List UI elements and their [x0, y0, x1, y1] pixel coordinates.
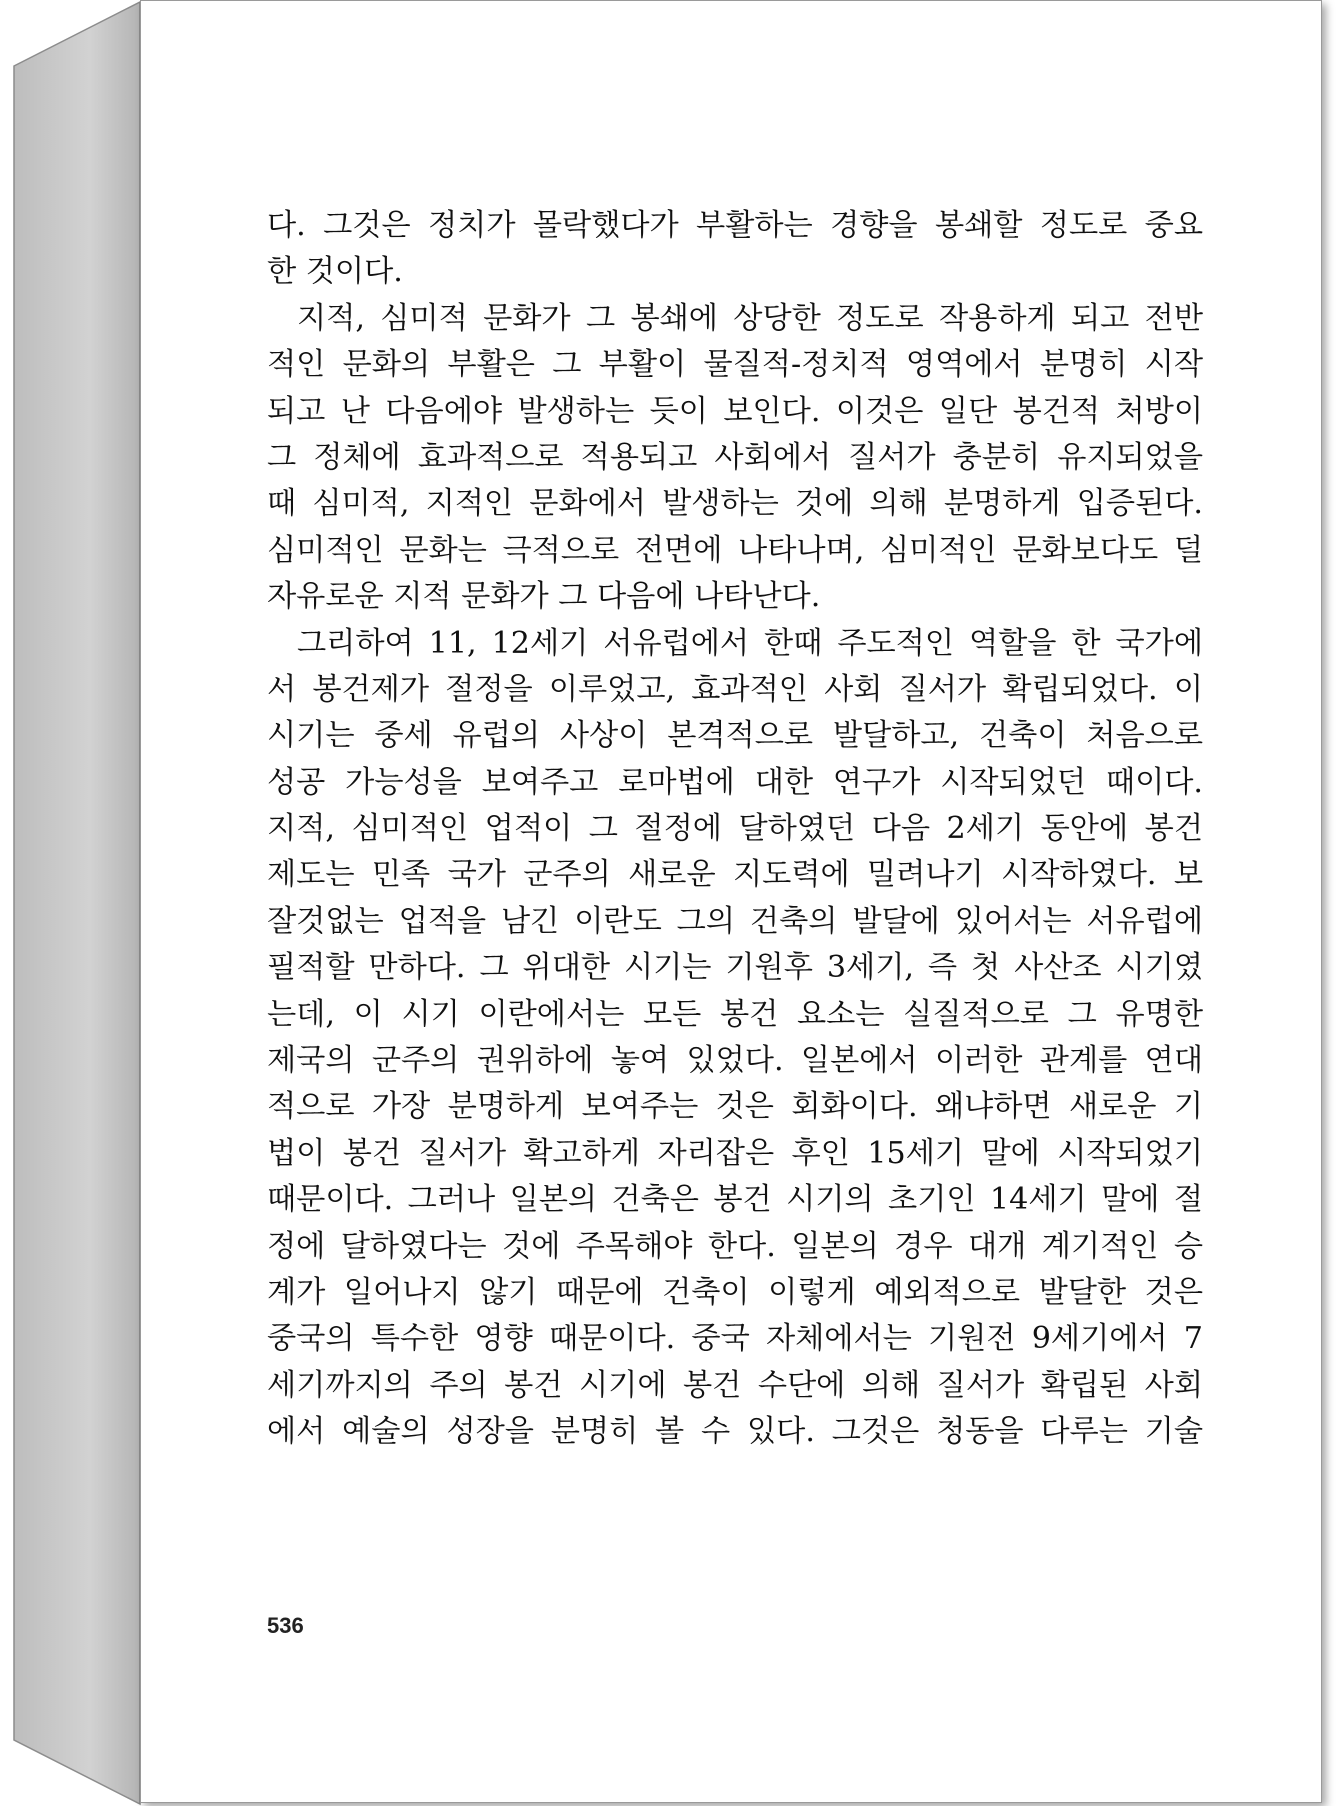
text-line: 서 봉건제가 절정을 이루었고, 효과적인 사회 질서가 확립되었다. 이	[267, 671, 1203, 707]
text-line: 정에 달하였다는 것에 주목해야 한다. 일본의 경우 대개 계기적인 승	[267, 1228, 1203, 1264]
text-line: 계가 일어나지 않기 때문에 건축이 이렇게 예외적으로 발달한 것은	[267, 1274, 1203, 1310]
text-line: 때문이다. 그러나 일본의 건축은 봉건 시기의 초기인 14세기 말에 절	[267, 1182, 1203, 1218]
text-line: 그 정체에 효과적으로 적용되고 사회에서 질서가 충분히 유지되었을	[267, 439, 1203, 475]
text-line: 때 심미적, 지적인 문화에서 발생하는 것에 의해 분명하게 입증된다.	[267, 486, 1203, 522]
text-line: 는데, 이 시기 이란에서는 모든 봉건 요소는 실질적으로 그 유명한	[267, 996, 1203, 1032]
text-line: 한 것이다.	[267, 254, 403, 290]
text-line: 잘것없는 업적을 남긴 이란도 그의 건축의 발달에 있어서는 서유럽에	[267, 903, 1203, 939]
text-line: 자유로운 지적 문화가 그 다음에 나타난다.	[267, 579, 821, 615]
text-line: 제도는 민족 국가 군주의 새로운 지도력에 밀려나기 시작하였다. 보	[267, 857, 1203, 893]
text-line: 필적할 만하다. 그 위대한 시기는 기원후 3세기, 즉 첫 사산조 시기였	[267, 950, 1203, 986]
text-line: 세기까지의 주의 봉건 시기에 봉건 수단에 의해 질서가 확립된 사회	[267, 1367, 1203, 1403]
page-number: 536	[267, 1613, 304, 1638]
text-line: 그리하여 11, 12세기 서유럽에서 한때 주도적인 역할을 한 국가에	[297, 625, 1203, 661]
text-line: 에서 예술의 성장을 분명히 볼 수 있다. 그것은 청동을 다루는 기술	[267, 1414, 1203, 1450]
text-line: 심미적인 문화는 극적으로 전면에 나타나며, 심미적인 문화보다도 덜	[267, 532, 1203, 568]
text-line: 지적, 심미적 문화가 그 봉쇄에 상당한 정도로 작용하게 되고 전반	[297, 300, 1203, 336]
text-line: 시기는 중세 유럽의 사상이 본격적으로 발달하고, 건축이 처음으로	[267, 718, 1203, 754]
body-text	[267, 203, 1203, 1456]
text-line: 적으로 가장 분명하게 보여주는 것은 회화이다. 왜냐하면 새로운 기	[267, 1089, 1203, 1125]
text-line: 되고 난 다음에야 발생하는 듯이 보인다. 이것은 일단 봉건적 처방이	[267, 393, 1203, 429]
text-line: 성공 가능성을 보여주고 로마법에 대한 연구가 시작되었던 때이다.	[267, 764, 1203, 800]
text-line: 중국의 특수한 영향 때문이다. 중국 자체에서는 기원전 9세기에서 7	[267, 1321, 1203, 1357]
text-line: 지적, 심미적인 업적이 그 절정에 달하였던 다음 2세기 동안에 봉건	[267, 811, 1203, 847]
text-line: 제국의 군주의 권위하에 놓여 있었다. 일본에서 이러한 관계를 연대	[267, 1043, 1203, 1079]
book-page	[140, 0, 1322, 1803]
text-line: 다. 그것은 정치가 몰락했다가 부활하는 경향을 봉쇄할 정도로 중요	[267, 208, 1203, 243]
text-line: 적인 문화의 부활은 그 부활이 물질적-정치적 영역에서 분명히 시작	[267, 347, 1203, 383]
text-line: 법이 봉건 질서가 확고하게 자리잡은 후인 15세기 말에 시작되었기	[267, 1135, 1203, 1171]
